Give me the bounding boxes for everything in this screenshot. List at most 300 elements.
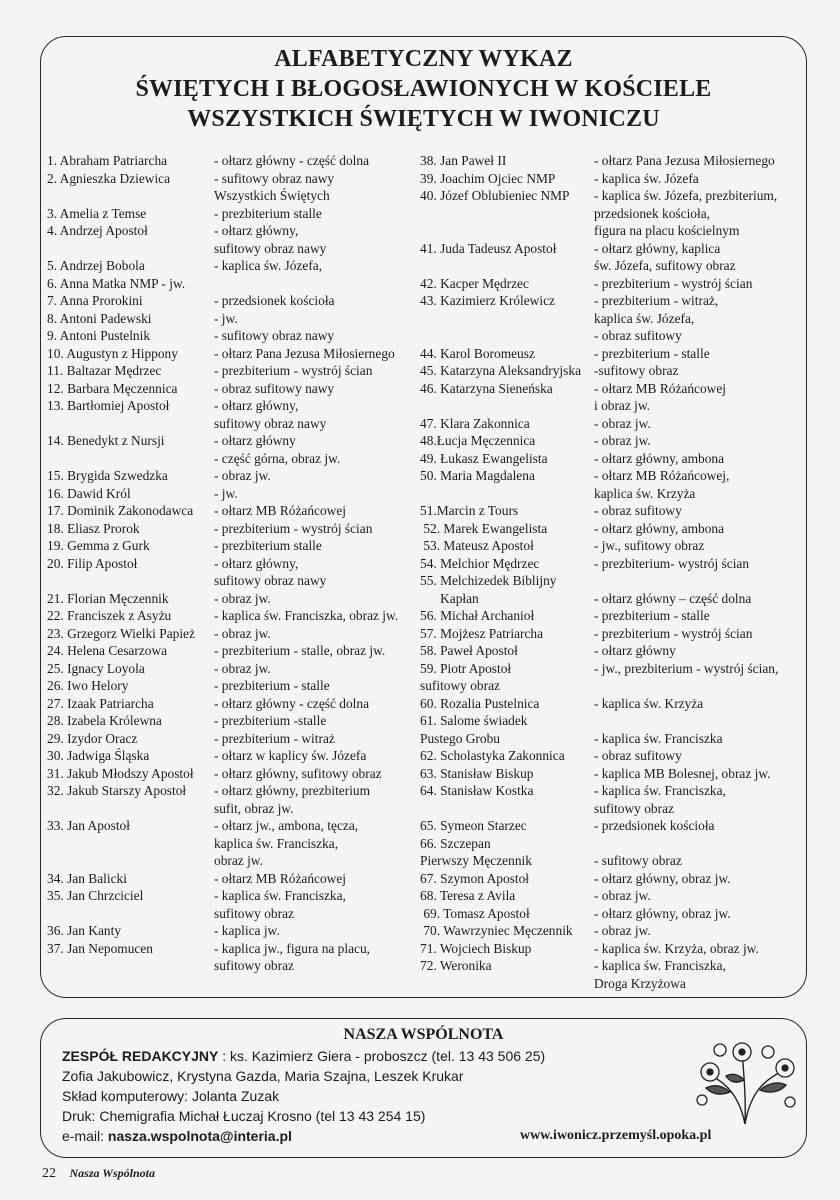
list-item (420, 432, 802, 450)
saint-name: 36. Jan Kanty (47, 923, 122, 938)
list-item (420, 292, 802, 310)
list-item (420, 695, 802, 713)
saint-name: 49. Łukasz Ewangelista (420, 450, 548, 466)
saint-location: - prezbiterium - wystrój ścian (214, 520, 373, 536)
flower-ornament-icon (690, 1040, 800, 1126)
list-item (420, 327, 802, 345)
saint-name: 42. Kacper Mędrzec (420, 275, 529, 291)
saint-name (420, 257, 594, 275)
saint-location: przedsionek kościoła, (594, 205, 711, 221)
saint-name: 43. Kazimierz Królewicz (420, 293, 555, 308)
list-item (47, 520, 420, 538)
list-item (420, 922, 802, 940)
saint-location: - obraz jw. (594, 433, 651, 448)
typesetting-line: Skład komputerowy: Jolanta Zuzak (62, 1088, 280, 1104)
saint-name (420, 975, 594, 993)
saint-name: 51.Marcin z Tours (420, 503, 519, 518)
saint-location: - obraz sufitowy (594, 503, 682, 518)
saint-name (47, 905, 214, 923)
saint-location: sufitowy obraz nawy (214, 573, 327, 588)
saint-location: - obraz sufitowy (594, 748, 682, 763)
saint-name: 58. Paweł Apostoł (420, 643, 518, 658)
list-item (420, 222, 802, 240)
saint-location: - obraz jw. (594, 923, 651, 938)
saint-location: - ołtarz główny, obraz jw. (594, 905, 731, 921)
saint-name: 66. Szczepan (420, 835, 491, 851)
saint-location: - ołtarz MB Różańcowej (214, 870, 347, 886)
saint-location (594, 835, 802, 853)
list-item (420, 817, 802, 835)
saint-location: - prezbiterium - wystrój ścian (214, 363, 373, 378)
saint-location: - ołtarz jw., ambona, tęcza, (214, 818, 359, 833)
saints-list-left (47, 152, 420, 975)
list-item (420, 887, 802, 905)
saint-name: 4. Andrzej Apostoł (47, 223, 148, 238)
editorial-members: Zofia Jakubowicz, Krystyna Gazda, Maria Szajna, Leszek Krukar (62, 1068, 464, 1084)
saint-name: 19. Gemma z Gurk (47, 538, 150, 553)
saint-location: - kaplica MB Bolesnej, obraz jw. (594, 765, 771, 781)
saint-name: 35. Jan Chrzciciel (47, 888, 144, 903)
saint-name: 63. Stanisław Biskup (420, 765, 534, 781)
saint-location: - sufitowy obraz nawy (214, 328, 335, 343)
saint-location (594, 712, 802, 730)
saint-name: 59. Piotr Apostoł (420, 660, 512, 676)
saint-location: - kaplica św. Krzyża, obraz jw. (594, 940, 759, 956)
saint-name (47, 957, 214, 975)
saint-name: 7. Anna Prorokini (47, 293, 143, 308)
list-item (47, 625, 420, 643)
email-link[interactable]: nasza.wspolnota@interia.pl (107, 1128, 292, 1144)
saint-name (47, 450, 214, 468)
saint-name: 27. Izaak Patriarcha (47, 695, 154, 711)
list-item (420, 642, 802, 660)
list-item (420, 240, 802, 258)
saint-location: - ołtarz główny, (214, 223, 299, 238)
saint-location: obraz jw. (214, 853, 263, 868)
saint-location: - kaplica św. Krzyża (594, 695, 704, 711)
saint-location: - obraz jw. (594, 888, 651, 903)
saint-location: - ołtarz główny – część dolna (594, 590, 752, 606)
saint-location: sufitowy obraz nawy (214, 240, 327, 256)
saint-name: Pierwszy Męczennik (420, 853, 532, 868)
saint-location: - prezbiterium- wystrój ścian (594, 555, 750, 571)
list-item (420, 625, 802, 643)
saint-name: 14. Benedykt z Nursji (47, 433, 165, 448)
saint-location: - kaplica św. Józefa (594, 170, 699, 186)
saint-location: - obraz sufitowy nawy (214, 380, 335, 396)
saint-location: - prezbiterium - wystrój ścian (594, 625, 753, 641)
saint-location: figura na placu kościelnym (594, 223, 740, 238)
saint-name: 10. Augustyn z Hippony (47, 345, 178, 361)
saint-location: - kaplica św. Franciszka, (594, 783, 726, 798)
saint-name: 26. Iwo Helory (47, 678, 129, 693)
saint-name: 30. Jadwiga Śląska (47, 748, 150, 763)
saint-name: 72. Weronika (420, 958, 492, 973)
saint-location: - ołtarz główny, obraz jw. (594, 870, 731, 886)
saint-name: Pustego Grobu (420, 730, 500, 746)
saint-name: 64. Stanisław Kostka (420, 783, 534, 798)
saint-location: - prezbiterium stalle (214, 538, 322, 553)
list-item (420, 870, 802, 888)
saint-location: - kaplica św. Franciszka, obraz jw. (214, 608, 399, 623)
list-item (420, 957, 802, 975)
list-item (47, 677, 420, 695)
list-item (47, 205, 420, 223)
saint-location: sufitowy obraz (594, 800, 674, 816)
page-title (40, 44, 807, 134)
saint-location: św. Józefa, sufitowy obraz (594, 258, 736, 273)
saint-name (47, 800, 214, 818)
list-item (420, 502, 802, 520)
saint-location: - ołtarz główny - część dolna (214, 695, 370, 711)
saint-name (47, 187, 214, 205)
saint-location: - prezbiterium - stalle (214, 678, 330, 693)
saint-location: - ołtarz Pana Jezusa Miłosiernego (594, 153, 775, 168)
website-link[interactable]: www.iwonicz.przemyśl.opoka.pl (520, 1128, 712, 1143)
list-item (47, 222, 420, 240)
saint-name: 24. Helena Cesarzowa (47, 643, 168, 658)
saint-location: - prezbiterium - stalle, obraz jw. (214, 643, 386, 658)
saint-location: sufitowy obraz (214, 905, 294, 921)
saint-name: 47. Klara Zakonnica (420, 415, 530, 431)
saint-location: - kaplica jw. (214, 923, 280, 938)
list-item (47, 240, 420, 258)
list-item (47, 747, 420, 765)
list-item (420, 782, 802, 800)
saint-name: 50. Maria Magdalena (420, 468, 535, 483)
saint-location: - obraz jw. (214, 468, 271, 483)
list-item (47, 292, 420, 310)
saint-name: 2. Agnieszka Dziewica (47, 170, 171, 186)
saint-location: - ołtarz MB Różańcowej, (594, 468, 730, 483)
list-item (47, 765, 420, 783)
saint-name (47, 835, 214, 853)
list-item (47, 432, 420, 450)
list-item (420, 590, 802, 608)
saint-name: 65. Symeon Starzec (420, 818, 527, 833)
saint-location: - ołtarz MB Różańcowej (214, 503, 347, 518)
saint-location: - ołtarz główny, sufitowy obraz (214, 765, 382, 781)
saint-location: - prezbiterium - stalle (594, 345, 710, 361)
list-item (47, 362, 420, 380)
saint-location: - ołtarz MB Różańcowej (594, 380, 727, 396)
saint-name: sufitowy obraz (420, 678, 500, 693)
saint-name: 55. Melchizedek Biblijny (420, 573, 557, 588)
list-item (47, 257, 420, 275)
list-item (47, 327, 420, 345)
saint-name: 38. Jan Paweł II (420, 153, 507, 168)
saint-location: - ołtarz w kaplicy św. Józefa (214, 748, 367, 763)
saint-name: 16. Dawid Król (47, 485, 131, 501)
saint-name: 40. Józef Oblubieniec NMP (420, 188, 570, 203)
editorial-team-line (62, 1047, 545, 1065)
saint-location: - kaplica jw., figura na placu, (214, 940, 371, 956)
saint-location: kaplica św. Krzyża (594, 485, 696, 501)
saint-name: 23. Grzegorz Wielki Papież (47, 625, 195, 641)
saint-location: - ołtarz główny, ambona (594, 520, 725, 536)
list-item (420, 310, 802, 328)
saint-name (420, 205, 594, 223)
list-item (47, 537, 420, 555)
list-item (420, 205, 802, 223)
list-item (420, 555, 802, 573)
team-label: ZESPÓŁ REDAKCYJNY (62, 1048, 219, 1064)
saints-list-right (420, 152, 802, 992)
list-item (420, 765, 802, 783)
saint-name: 8. Antoni Padewski (47, 310, 152, 326)
saint-location: - sufitowy obraz nawy (214, 170, 335, 186)
list-item (420, 905, 802, 923)
saint-location: - prezbiterium - witraż (214, 730, 335, 746)
list-item (47, 555, 420, 573)
saint-location: - przedsionek kościoła (594, 818, 715, 833)
saint-location: - ołtarz główny (594, 643, 676, 658)
saint-location (594, 677, 802, 695)
list-item (420, 450, 802, 468)
list-item (420, 397, 802, 415)
saint-location: - ołtarz Pana Jezusa Miłosiernego (214, 345, 395, 361)
saint-name: 60. Rozalia Pustelnica (420, 695, 540, 711)
list-item (420, 835, 802, 853)
list-item (47, 730, 420, 748)
list-item (47, 607, 420, 625)
saint-location (214, 275, 420, 293)
list-item (47, 502, 420, 520)
title-line-2: ŚWIĘTYCH I BŁOGOSŁAWIONYCH W KOŚCIELE (135, 76, 712, 102)
list-item (47, 887, 420, 905)
saint-location: - obraz jw. (594, 415, 651, 431)
saint-location: sufit, obraz jw. (214, 800, 294, 816)
list-item (420, 747, 802, 765)
list-item (420, 730, 802, 748)
saint-name: 20. Filip Apostoł (47, 555, 138, 571)
saint-location (594, 572, 802, 590)
saint-location: - kaplica św. Franciszka, (214, 888, 346, 903)
saint-name: 68. Teresa z Avila (420, 888, 516, 903)
list-item (47, 905, 420, 923)
title-line-3: WSZYSTKICH ŚWIĘTYCH W IWONICZU (187, 106, 660, 132)
saint-name: 61. Salome świadek (420, 713, 528, 728)
saint-name: 70. Wawrzyniec Męczennik (420, 923, 573, 938)
saint-location: sufitowy obraz nawy (214, 415, 327, 431)
saint-name (47, 240, 214, 258)
saint-name: 12. Barbara Męczennica (47, 380, 178, 396)
list-item (420, 485, 802, 503)
saint-name: 29. Izydor Oracz (47, 730, 138, 746)
saint-location: kaplica św. Józefa, (594, 310, 695, 326)
saint-location: - jw. (214, 310, 238, 326)
saint-location: - jw., sufitowy obraz (594, 538, 705, 553)
saint-name: 32. Jakub Starszy Apostoł (47, 783, 187, 798)
list-item (47, 835, 420, 853)
saint-name: 13. Bartłomiej Apostoł (47, 398, 170, 413)
saint-name: 34. Jan Balicki (47, 870, 127, 886)
saint-location: kaplica św. Franciszka, (214, 835, 339, 851)
list-item (47, 712, 420, 730)
saint-name: 39. Joachim Ojciec NMP (420, 170, 556, 186)
list-item (47, 450, 420, 468)
saint-location: - prezbiterium - witraż, (594, 293, 719, 308)
saint-name: 25. Ignacy Loyola (47, 660, 145, 676)
saint-name: 45. Katarzyna Aleksandryjska (420, 363, 582, 378)
saint-location: - obraz jw. (214, 660, 271, 676)
saint-name (47, 415, 214, 433)
saint-name (420, 397, 594, 415)
list-item (420, 940, 802, 958)
saint-location: - kaplica św. Józefa, prezbiterium, (594, 188, 778, 203)
list-item (420, 800, 802, 818)
saint-location: - ołtarz główny - część dolna (214, 153, 370, 168)
saint-name: 3. Amelia z Temse (47, 205, 147, 221)
email-label: e-mail: (62, 1128, 108, 1144)
saint-name (420, 800, 594, 818)
saint-name: 54. Melchior Mędrzec (420, 555, 540, 571)
saint-name: 56. Michał Archanioł (420, 608, 535, 623)
saint-location: - część górna, obraz jw. (214, 450, 341, 466)
magazine-name: Nasza Wspólnota (69, 1166, 155, 1180)
print-line: Druk: Chemigrafia Michał Łuczaj Krosno (tel 13 43 254 15) (62, 1108, 426, 1124)
list-item (420, 170, 802, 188)
saint-name: 48.Łucja Męczennica (420, 433, 536, 448)
page-number: 22 (42, 1166, 56, 1181)
saint-location: -sufitowy obraz (594, 363, 679, 378)
saint-name: 18. Eliasz Prorok (47, 520, 140, 536)
saint-name: 11. Baltazar Mędrzec (47, 363, 162, 378)
saint-location: - prezbiterium stalle (214, 205, 322, 221)
list-item (420, 572, 802, 590)
list-item (47, 380, 420, 398)
list-item (420, 975, 802, 993)
team-text: : ks. Kazimierz Giera - proboszcz (tel. 13 43 506 25) (218, 1048, 546, 1064)
saint-name (420, 485, 594, 503)
list-item (47, 852, 420, 870)
saint-location: - ołtarz główny (214, 433, 296, 448)
list-item (420, 467, 802, 485)
list-item (420, 257, 802, 275)
saint-name: 5. Andrzej Bobola (47, 258, 145, 273)
saint-name: 41. Juda Tadeusz Apostoł (420, 240, 557, 256)
list-item (47, 187, 420, 205)
list-item (47, 467, 420, 485)
saint-location: - ołtarz główny, prezbiterium (214, 783, 371, 798)
saint-name: 44. Karol Boromeusz (420, 345, 535, 361)
saint-location: - ołtarz główny, ambona (594, 450, 725, 466)
list-item (47, 397, 420, 415)
saint-name: 1. Abraham Patriarcha (47, 153, 168, 168)
saint-location: - kaplica św. Franciszka, (594, 958, 726, 973)
list-item (47, 152, 420, 170)
saint-name: 31. Jakub Młodszy Apostoł (47, 765, 194, 781)
list-item (47, 572, 420, 590)
saint-location: Droga Krzyżowa (594, 975, 686, 991)
saint-name: 6. Anna Matka NMP - jw. (47, 275, 186, 291)
saint-location: - prezbiterium - wystrój ścian (594, 275, 753, 291)
saint-name: 62. Scholastyka Zakonnica (420, 748, 565, 763)
saint-name: 15. Brygida Szwedzka (47, 468, 168, 483)
saint-name (420, 310, 594, 328)
saint-location: - obraz sufitowy (594, 328, 682, 343)
list-item (47, 782, 420, 800)
title-line-1: ALFABETYCZNY WYKAZ (274, 46, 573, 72)
list-item (420, 712, 802, 730)
saint-name: 9. Antoni Pustelnik (47, 328, 151, 343)
list-item (47, 922, 420, 940)
list-item (47, 695, 420, 713)
list-item (47, 275, 420, 293)
saint-location: - ołtarz główny, (214, 398, 299, 413)
list-item (420, 187, 802, 205)
saint-name: 57. Mojżesz Patriarcha (420, 625, 544, 641)
saint-name: 21. Florian Męczennik (47, 590, 169, 606)
saint-location: - ołtarz główny, kaplica (594, 240, 721, 256)
list-item (420, 152, 802, 170)
list-item (420, 537, 802, 555)
email-line (62, 1127, 292, 1145)
saint-name: 33. Jan Apostoł (47, 818, 130, 833)
saint-location: Wszystkich Świętych (214, 188, 330, 203)
saint-location: - prezbiterium -stalle (214, 713, 327, 728)
saint-name: 46. Katarzyna Sieneńska (420, 380, 553, 396)
list-item (47, 660, 420, 678)
list-item (420, 607, 802, 625)
saint-location: - kaplica św. Franciszka (594, 730, 723, 746)
saint-name (420, 327, 594, 345)
list-item (47, 170, 420, 188)
list-item (420, 852, 802, 870)
saint-name: 37. Jan Nepomucen (47, 940, 153, 956)
saint-location: - ołtarz główny, (214, 555, 299, 571)
saint-name: 52. Marek Ewangelista (420, 520, 548, 536)
saint-location: sufitowy obraz (214, 958, 294, 973)
list-item (420, 362, 802, 380)
list-item (420, 345, 802, 363)
list-item (47, 800, 420, 818)
list-item (47, 310, 420, 328)
list-item (47, 642, 420, 660)
list-item (47, 940, 420, 958)
saint-name: 71. Wojciech Biskup (420, 940, 532, 956)
saint-name: Kapłan (420, 590, 479, 606)
saint-location: - obraz jw. (214, 625, 271, 641)
saint-location: - prezbiterium - stalle (594, 608, 710, 623)
saint-location: - obraz jw. (214, 590, 271, 606)
editorial-title: NASZA WSPÓLNOTA (343, 1026, 504, 1043)
saint-name: 67. Szymon Apostoł (420, 870, 529, 886)
saint-location: - przedsionek kościoła (214, 293, 335, 308)
list-item (47, 817, 420, 835)
saint-location: i obraz jw. (594, 398, 651, 413)
saint-name: 28. Izabela Królewna (47, 713, 162, 728)
list-item (47, 870, 420, 888)
saint-name: 22. Franciszek z Asyżu (47, 608, 172, 623)
saint-name: 69. Tomasz Apostoł (420, 905, 530, 921)
saint-name: 53. Mateusz Apostoł (420, 538, 534, 553)
list-item (420, 275, 802, 293)
list-item (47, 957, 420, 975)
list-item (420, 677, 802, 695)
list-item (420, 415, 802, 433)
list-item (420, 520, 802, 538)
list-item (47, 485, 420, 503)
saint-name (47, 852, 214, 870)
list-item (420, 660, 802, 678)
saint-location: - sufitowy obraz (594, 853, 682, 868)
list-item (47, 590, 420, 608)
saint-location: - kaplica św. Józefa, (214, 258, 323, 273)
list-item (47, 345, 420, 363)
saint-name: 17. Dominik Zakonodawca (47, 503, 194, 518)
saint-name (420, 222, 594, 240)
